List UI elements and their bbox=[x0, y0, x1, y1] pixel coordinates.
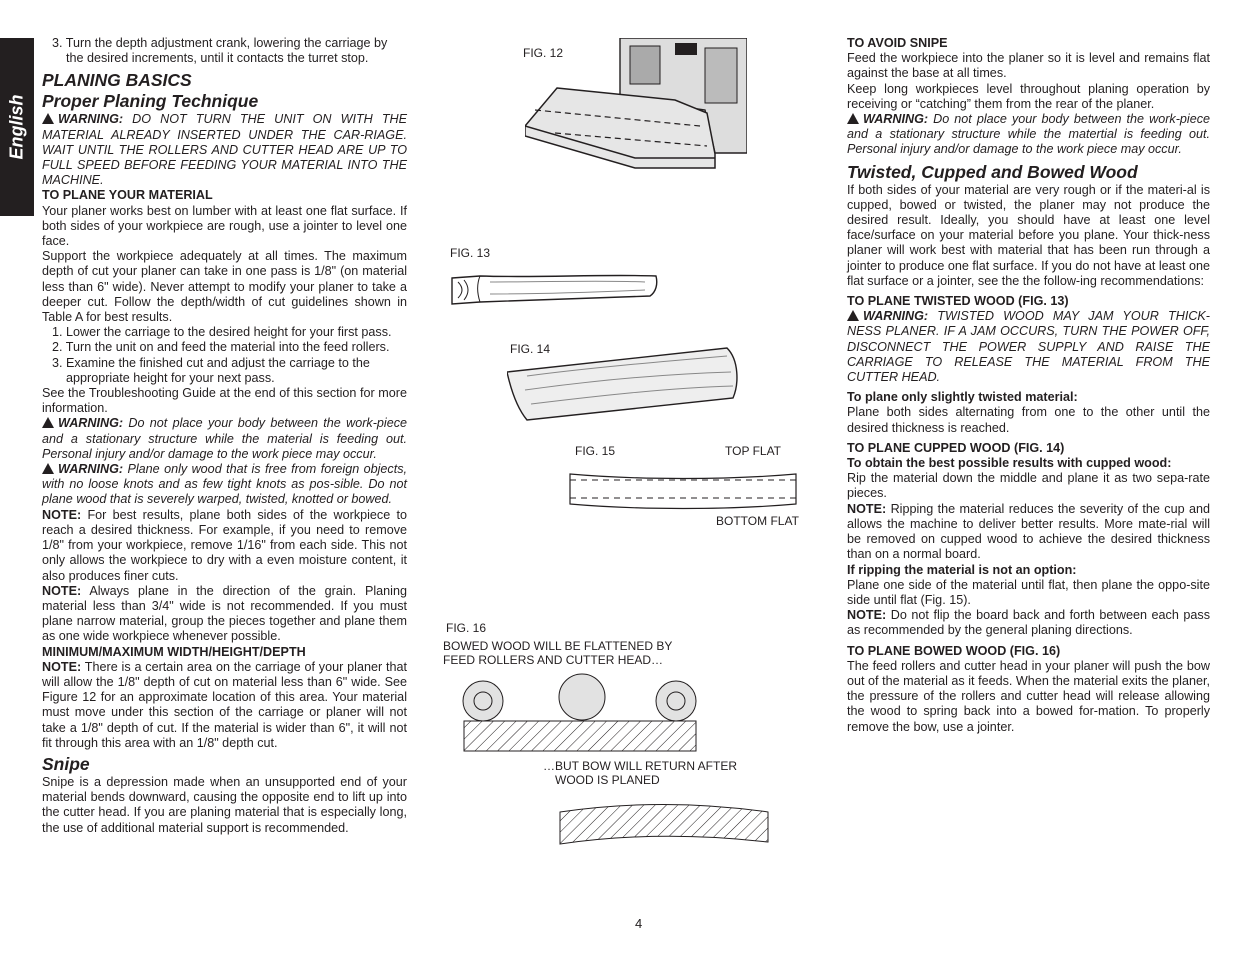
note-2: NOTE: Always plane in the direction of the grain. Planing material less than 3/4" wide is not recommended. If you must plane narrow material, group the pieces together and plane them as one wide workpiece whenever possible. bbox=[42, 583, 407, 644]
subheading-minmax: MINIMUM/MAXIMUM WIDTH/HEIGHT/DEPTH bbox=[42, 644, 306, 659]
heading-proper-technique: Proper Planing Technique bbox=[42, 91, 259, 112]
warning-2: WARNING: Do not place your body between the work-piece and a stationary structure while the material is feeding out. Personal injury and/or damage to the work piece may occur. bbox=[42, 416, 408, 461]
fig15-bottom-label: BOTTOM FLAT bbox=[716, 514, 799, 528]
heading-planing-basics: PLANING BASICS bbox=[42, 70, 192, 91]
subheading-ifnot: If ripping the material is not an option: bbox=[847, 562, 1077, 577]
note-1: NOTE: For best results, plane both sides of the workpiece to reach a desired thickness. For example, if you need to remove 1/8" from your workpiece, remove 1/16" from each side. This not only allows the workpiece to dry with a even moisture content, it also produces finer cuts. bbox=[42, 507, 407, 583]
fig14-cupped-wood bbox=[507, 346, 743, 422]
warning-icon bbox=[42, 417, 54, 428]
fig16-caption-2: FEED ROLLERS AND CUTTER HEAD… bbox=[443, 653, 664, 667]
paragraph-1: Your planer works best on lumber with at least one flat surface. If both sides of your workpiece are rough, use a jointer to level one face. bbox=[42, 203, 407, 249]
fig14-label: FIG. 14 bbox=[510, 342, 551, 356]
step-2: 2. Turn the unit on and feed the material into the feed rollers. bbox=[52, 340, 390, 355]
warning-3: WARNING: Plane only wood that is free from foreign objects, with no loose knots and as few tight knots as pos-sible. Do not plane wood that is severely warped, twisted, knotted or bowed. bbox=[42, 462, 408, 507]
right-column bbox=[847, 36, 1210, 735]
fig12-planer-illustration bbox=[525, 38, 747, 173]
step-1: 1. Lower the carriage to the desired height for your first pass. bbox=[52, 325, 392, 340]
fig16-label: FIG. 16 bbox=[446, 621, 487, 635]
fig15-top-label: TOP FLAT bbox=[725, 444, 782, 458]
right-paragraph-6: Plane one side of the material until flat, then plane the oppo-site side until flat (Fig. 15). bbox=[847, 577, 1210, 607]
right-paragraph-7: The feed rollers and cutter head in your planer will push the bow out of the material as it feeds. When the material exits the planer, the pressure of the rollers and cutter head will release allowing the wood to spring back into a bowed for-mation. To properly remove the bow, use a jointer. bbox=[847, 658, 1210, 734]
subheading-bowed: TO PLANE BOWED WOOD (FIG. 16) bbox=[847, 643, 1061, 658]
fig16-caption-4: WOOD IS PLANED bbox=[555, 773, 660, 787]
left-column bbox=[42, 36, 407, 836]
fig13-twisted-wood bbox=[450, 270, 660, 310]
fig16-bowed-board bbox=[558, 800, 770, 848]
right-paragraph-5: Rip the material down the middle and plane it as two sepa-rate pieces. bbox=[847, 471, 1210, 501]
right-warning-2: WARNING: TWISTED WOOD MAY JAM YOUR THICK-NESS PLANER. IF A JAM OCCURS, TURN THE POWER OFF, DISCONNECT THE POWER SUPPLY AND RAISE THE CARRIAGE TO RELEASE THE MATERIAL FROM THE CUTTER HEAD. bbox=[847, 309, 1211, 385]
subheading-plane-material: TO PLANE YOUR MATERIAL bbox=[42, 188, 213, 203]
warning-icon bbox=[847, 113, 859, 124]
step-3: 3. Examine the finished cut and adjust the carriage to the appropriate height for your next pass. bbox=[52, 355, 370, 385]
subheading-twisted: TO PLANE TWISTED WOOD (FIG. 13) bbox=[847, 294, 1069, 309]
fig15-label: FIG. 15 bbox=[575, 444, 616, 458]
right-paragraph-4: Plane both sides alternating from one to the other until the desired thickness is reached. bbox=[847, 405, 1210, 435]
subheading-avoid-snipe: TO AVOID SNIPE bbox=[847, 36, 948, 50]
warning-icon bbox=[847, 310, 859, 321]
heading-snipe: Snipe bbox=[42, 753, 90, 774]
language-tab-label: English bbox=[6, 94, 27, 160]
subheading-best: To obtain the best possible results with cupped wood: bbox=[847, 456, 1172, 471]
fig13-label: FIG. 13 bbox=[450, 246, 491, 260]
warning-icon bbox=[42, 463, 54, 474]
right-paragraph-2: Keep long workpieces level throughout planing operation by receiving or “catching” them from the rear of the planer. bbox=[847, 81, 1210, 111]
fig12-label: FIG. 12 bbox=[523, 46, 564, 60]
subheading-slightly: To plane only slightly twisted material: bbox=[847, 390, 1078, 405]
right-note-2: NOTE: Do not flip the board back and forth between each pass as recommended by the general planing directions. bbox=[847, 608, 1211, 638]
right-paragraph-3: If both sides of your material are very rough or if the materi-al is cupped, bowed or twisted, the planer may not produce the desired result. Ideally, you should have at least one level face/surface on your material before you plane. Your thick-ness planer will work best with material that has been run through a jointer to produce one flat surface. If you do not have at least one flat surface or a jointer, see the the follow-ing recommendations: bbox=[847, 182, 1210, 288]
right-warning-1: WARNING: Do not place your body between the work-piece and a stationary structure while the matertial is feeding out. Personal injury and/or damage to the work piece may occur. bbox=[847, 112, 1211, 157]
note-3: NOTE: There is a certain area on the carriage of your planer that will allow the 1/8" depth of cut on material less than 6" wide. See Figure 12 for an approximate location of this area. Your material must move under this section of the carriage or planer will not take a 1/8" depth of cut. If the material is wider than 6", it will not fit through this area with an 1/8" depth cut. bbox=[42, 659, 407, 750]
fig16-caption-1: BOWED WOOD WILL BE FLATTENED BY bbox=[443, 639, 673, 653]
fig16-caption-3: …BUT BOW WILL RETURN AFTER bbox=[543, 759, 738, 773]
page-number: 4 bbox=[635, 916, 643, 931]
heading-twisted: Twisted, Cupped and Bowed Wood bbox=[847, 161, 1138, 182]
subheading-cupped: TO PLANE CUPPED WOOD (FIG. 14) bbox=[847, 440, 1065, 455]
paragraph-3: See the Troubleshooting Guide at the end of this section for more information. bbox=[42, 386, 407, 416]
paragraph-snipe: Snipe is a depression made when an unsupported end of your material bends downward, causing the opposite end to lift up into the cutter head. If you are planing material that is especially long, the use of additional material support is recommended. bbox=[42, 774, 407, 835]
warning-icon bbox=[42, 113, 54, 124]
right-paragraph-1: Feed the workpiece into the planer so it is level and remains flat against the base at all times. bbox=[847, 51, 1210, 81]
fig16-rollers-diagram bbox=[462, 673, 702, 753]
paragraph-2: Support the workpiece adequately at all times. The maximum depth of cut your planer can take in one pass is 1/8" (on material less than 6" wide). Never attempt to modify your planer to take a deeper cut. Follow the depth/width of cut guidelines shown in Table A for best results. bbox=[42, 249, 407, 325]
right-note-1: NOTE: Ripping the material reduces the severity of the cup and allows the machine to deliver better results. More mate-rial will be removed on cupped wood to achieve the desired thickness than on a normal board. bbox=[847, 501, 1211, 562]
intro-step: 3. Turn the depth adjustment crank, lowering the carriage by the desired increments, until it contacts the turret stop. bbox=[52, 36, 388, 66]
fig15-flattened-board bbox=[568, 470, 798, 510]
language-tab bbox=[0, 38, 34, 216]
warning-1: WARNING: DO NOT TURN THE UNIT ON WITH THE MATERIAL ALREADY INSERTED UNDER THE CAR-RIAGE. WAIT UNTIL THE ROLLERS AND CUTTER HEAD ARE UP TO FULL SPEED BEFORE FEEDING YOUR MATERIAL INTO THE MACHINE. bbox=[42, 112, 408, 188]
